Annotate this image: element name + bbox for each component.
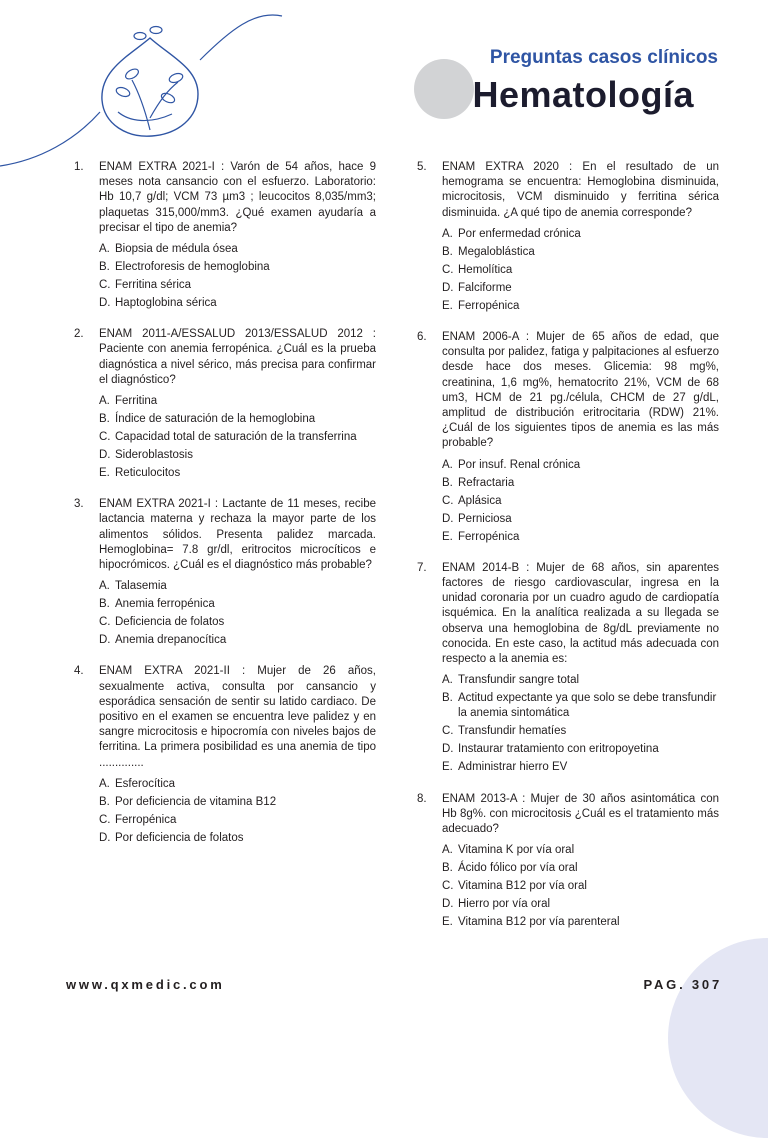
option-text: Transfundir sangre total [458,674,580,687]
option-text: Ferropénica [115,813,177,826]
option-text: Vitamina B12 por vía oral [458,880,587,893]
option-item [99,813,376,828]
option-item [99,394,376,409]
option-letter: B. [99,261,110,274]
header-circle-decoration [414,59,474,119]
option-text: Por enfermedad crónica [458,227,581,240]
option-letter: C. [99,431,111,444]
option-letter: D. [99,297,111,310]
footer-website: www.qxmedic.com [66,977,225,992]
option-text: Vitamina B12 por vía parenteral [458,916,620,929]
question-block [417,792,719,931]
option-item [442,760,719,775]
option-letter: A. [442,458,453,471]
option-letter: C. [442,494,454,507]
option-item [442,915,719,930]
option-letter: B. [442,862,453,875]
option-item [99,430,376,445]
question [417,330,719,452]
question [74,160,376,236]
page-number: PAG. 307 [643,977,722,992]
option-text: Vitamina K por vía oral [458,844,575,857]
option-letter: C. [442,725,454,738]
option-item [442,530,719,545]
option-item [442,843,719,858]
option-item [442,673,719,688]
option-letter: A. [99,580,110,593]
question [417,561,719,667]
option-item [442,476,719,491]
option-letter: A. [99,395,110,408]
option-letter: B. [442,476,453,489]
question-number: 8. [417,792,427,805]
option-text: Ferritina [115,395,158,408]
option-letter: D. [442,743,454,756]
option-letter: E. [442,761,453,774]
question-number: 5. [417,161,427,173]
option-item [99,777,376,792]
options-list [442,673,719,775]
left-column [74,160,376,849]
option-letter: C. [442,880,454,893]
option-item [99,795,376,810]
option-item [99,597,376,612]
question-text: ENAM EXTRA 2021-I : Lactante de 11 meses, recibe lactancia materna y rechaza la mayor parte de los alimentos sólidos. Presenta palidez marcada. Hemoglobina= 7.8 gr/dl, eritrocitos microcíticos e hipocrómicos. ¿Cuál es el diagnóstico más probable? [99,498,376,572]
option-text: Por insuf. Renal crónica [458,458,581,471]
options-list [99,777,376,846]
option-letter: E. [442,916,453,929]
question-number: 2. [74,328,84,341]
option-letter: A. [99,243,110,256]
question-block [417,160,719,314]
option-text: Ácido fólico por vía oral [458,862,578,875]
option-text: Ferropénica [458,299,520,312]
question-block [74,664,376,846]
option-letter: B. [442,692,453,705]
question-text: ENAM EXTRA 2021-II : Mujer de 26 años, sexualmente activa, consulta por cansancio y esporádica sensación de sentir su latido cardiaco. De positivo en el examen se encuentra leve palidez y en sangre microcitosis e hipocromía con niveles bajos de ferritina. La primera posibilidad es una anemia de tipo .............. [99,665,376,769]
question-block [417,330,719,545]
options-list [442,458,719,545]
option-item [442,299,719,314]
question-number: 3. [74,498,84,511]
question [74,327,376,388]
option-text: Por deficiencia de folatos [115,831,244,844]
option-item [442,458,719,473]
option-text: Sideroblastosis [115,449,193,462]
option-item [442,861,719,876]
question-number: 1. [74,161,84,173]
question-block [74,160,376,311]
option-text: Biopsia de médula ósea [115,243,238,256]
option-item [99,296,376,311]
option-text: Anemia ferropénica [115,598,215,611]
option-item [442,494,719,509]
option-item [99,260,376,275]
options-list [99,394,376,481]
option-text: Electroforesis de hemoglobina [115,261,270,274]
option-text: Hemolítica [458,263,513,276]
option-text: Actitud expectante ya que solo se debe transfundir la anemia sintomática [458,692,717,720]
page-title: Hematología [472,74,694,115]
option-item [99,615,376,630]
option-letter: A. [99,777,110,790]
option-item [99,831,376,846]
question-number: 4. [74,665,84,678]
option-item [442,691,719,721]
option-item [99,242,376,257]
options-list [99,242,376,311]
option-text: Ferritina sérica [115,279,192,292]
option-text: Ferropénica [458,530,520,543]
question-block [417,561,719,776]
option-text: Aplásica [458,494,502,507]
option-letter: C. [99,279,111,292]
question-text: ENAM 2011-A/ESSALUD 2013/ESSALUD 2012 : Paciente con anemia ferropénica. ¿Cuál es la prueba diagnóstica a nivel sérico, más precisa para confirmar el diagnóstico? [99,328,376,386]
option-letter: A. [442,227,453,240]
question [74,664,376,770]
option-text: Deficiencia de folatos [115,616,225,629]
question-text: ENAM 2013-A : Mujer de 30 años asintomática con Hb 8g%. con microcitosis ¿Cuál es el tratamiento más adecuado? [442,792,719,836]
option-item [99,448,376,463]
options-list [99,579,376,648]
question-number: 7. [417,561,427,574]
option-text: Administrar hierro EV [458,761,568,774]
question-block [74,497,376,648]
option-text: Hierro por vía oral [458,898,551,911]
option-text: Transfundir hematíes [458,725,567,738]
option-text: Talasemia [115,580,167,593]
option-letter: D. [99,634,111,647]
option-letter: B. [99,598,110,611]
option-text: Instaurar tratamiento con eritropoyetina [458,743,659,756]
option-letter: B. [442,245,453,258]
option-item [99,579,376,594]
option-letter: D. [442,281,454,294]
option-text: Por deficiencia de vitamina B12 [115,795,277,808]
option-letter: B. [99,413,110,426]
option-item [442,245,719,260]
option-text: Perniciosa [458,512,512,525]
right-column [417,160,719,933]
option-text: Falciforme [458,281,512,294]
option-letter: E. [442,530,453,543]
option-letter: E. [99,467,110,480]
option-letter: C. [99,813,111,826]
option-letter: D. [99,831,111,844]
option-item [442,263,719,278]
option-item [442,742,719,757]
option-text: Esferocítica [115,777,176,790]
option-item [442,227,719,242]
option-item [442,879,719,894]
question-block [74,327,376,481]
option-text: Haptoglobina sérica [115,297,217,310]
option-letter: A. [442,674,453,687]
option-item [99,466,376,481]
options-list [442,227,719,314]
corner-circle-decoration [668,938,768,1138]
page-subtitle: Preguntas casos clínicos [489,47,718,68]
options-list [442,843,719,930]
option-letter: B. [99,795,110,808]
option-item [99,278,376,293]
option-item [442,512,719,527]
option-item [99,412,376,427]
question [417,160,719,221]
question-text: ENAM EXTRA 2020 : En el resultado de un hemograma se encuentra: Hemoglobina disminuida, microcitosis, VCM disminuido y ferritina sérica disminuida. ¿A qué tipo de anemia corresponde? [442,161,719,219]
option-text: Índice de saturación de la hemoglobina [115,413,316,426]
option-text: Refractaria [458,476,515,489]
question-number: 6. [417,331,427,344]
option-item [442,897,719,912]
question-text: ENAM 2006-A : Mujer de 65 años de edad, que consulta por palidez, fatiga y palpitaciones al esfuerzo desde hace dos meses. Glicemia: 98 mg%, creatinina, 1,6 mg%, hematocrito 21%, VCM de 68 um3, HCM de 21 pg./célula, CHCM de 27 g/dL, amplitud de distribución eritrocitaria (RDW) 21%. ¿Cuál de los siguientes tipos de anemia es las más probable? [442,331,719,450]
question [417,792,719,838]
option-item [99,633,376,648]
option-text: Capacidad total de saturación de la transferrina [115,431,357,444]
question-text: ENAM 2014-B : Mujer de 68 años, sin aparentes factores de riesgo cardiovascular, ingresa en la unidad coronaria por un cuadro agudo de cardiopatía isquémica. En la analítica realizada a su llegada se observa una hemoglobina de 8g/dL previamente no conocida. En este caso, la actitud más adecuada con respecto a la anemia es: [442,561,719,666]
option-text: Megaloblástica [458,245,535,258]
option-letter: C. [442,263,454,276]
option-letter: E. [442,299,453,312]
option-letter: D. [442,898,454,911]
option-text: Reticulocitos [115,467,181,480]
option-letter: D. [99,449,111,462]
option-item [442,724,719,739]
option-letter: C. [99,616,111,629]
option-letter: D. [442,512,454,525]
option-letter: A. [442,844,453,857]
question [74,497,376,573]
question-text: ENAM EXTRA 2021-I : Varón de 54 años, hace 9 meses nota cansancio con el esfuerzo. Laboratorio: Hb 10,7 g/dl; VCM 73 µm3 ; leucocitos 8,035/mm3; plaquetas 315,000/mm3. ¿Qué examen ayudaría a precisar el tipo de anemia? [99,161,376,234]
option-item [442,281,719,296]
option-text: Anemia drepanocítica [115,634,227,647]
